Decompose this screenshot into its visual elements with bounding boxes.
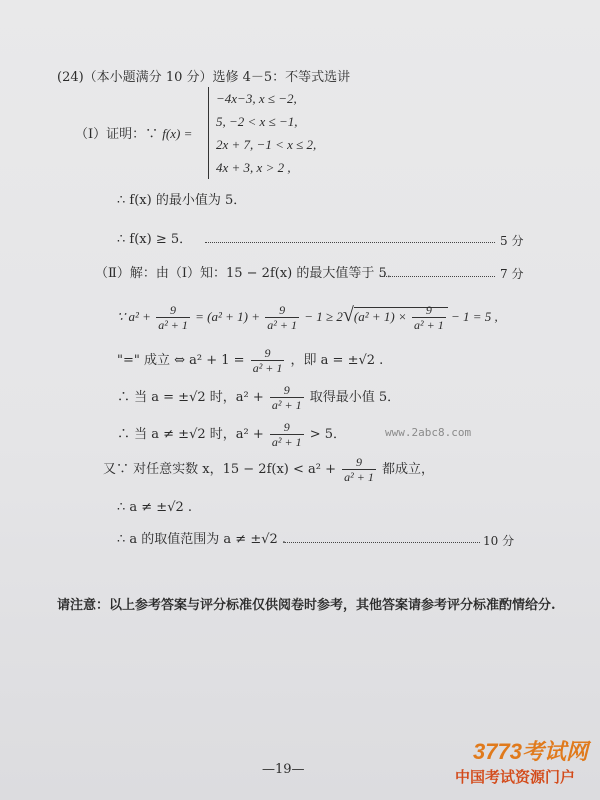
fraction: $\frac{9}{\text{a² + 1}}$ [252,345,283,375]
case-4: 4x + 3, x > 2 , [216,160,291,175]
am-gm-inequality: ∵ a² + $\frac{9}{\text{a² + 1}}$ = (a² + 1) + $\frac{9}{\text{a² + 1}}$ − 1 ≥ 2√(a² + 1) × $\frac{9}{\text{a² + 1}}$ − 1 = 5 , [117,303,498,333]
forall-line: 又∵ 对任意实数 x，15 − 2f(x) < a² + $\frac{9}{\text{a² + 1}}$ 都成立， [103,454,434,484]
part1-label: （Ⅰ）证明：∵ f(x) = [75,126,193,142]
sqrt-content: (a² + 1) × $\frac{9}{\text{a² + 1}}$ [354,307,448,324]
score-7: 7 分 [500,267,524,281]
dotted-leader [285,542,480,543]
case-2: 5, −2 < x ≤ −1, [216,114,298,129]
fraction: $\frac{9}{\text{a² + 1}}$ [271,419,302,449]
conclusion-2: ∴ a 的取值范围为 a ≠ ±√2 . [117,532,287,547]
fraction: $\frac{9}{\text{a² + 1}}$ [158,303,188,333]
min-value-line: ∴ f(x) 的最小值为 5． [117,193,247,208]
case-1: −4x−3, x ≤ −2, [216,91,297,106]
sqrt-sign: √ [342,304,354,326]
fraction: $\frac{9}{\text{a² + 1}}$ [344,454,374,484]
fraction: $\frac{9}{\text{a² + 1}}$ [414,303,444,333]
site-logo: 3773考试网 [473,739,588,764]
strict-inequality-line: ∴ 当 a ≠ ±√2 时，a² + $\frac{9}{\text{a² + 1}}$ > 5． [117,419,347,449]
conclusion-1: ∴ a ≠ ±√2 . [117,500,193,515]
question-header: (24)（本小题满分 10 分）选修 4－5：不等式选讲 [57,70,351,85]
fraction: $\frac{9}{\text{a² + 1}}$ [267,303,297,333]
part2-intro: （Ⅱ）解：由（Ⅰ）知：15 − 2f(x) 的最大值等于 5． [95,266,400,281]
site-logo-subtitle: 中国考试资源门户 [455,769,576,786]
score-10: 10 分 [483,534,515,548]
equality-condition: "=" 成立 ⇔ a² + 1 = $\frac{9}{\text{a² + 1}}$ ，即 a = ±√2 . [117,345,384,375]
case-3: 2x + 7, −1 < x ≤ 2, [216,137,317,152]
score-5: 5 分 [500,234,524,248]
fx-ge-5-line: ∴ f(x) ≥ 5． [117,232,193,247]
page-number: —19— [262,762,305,777]
grading-note: 请注意：以上参考答案与评分标准仅供阅卷时参考，其他答案请参考评分标准酌情给分. [57,598,556,613]
dotted-leader [380,276,495,277]
fx-label: f(x) = [162,126,193,141]
dotted-leader [205,242,495,243]
min-attained-line: ∴ 当 a = ±√2 时，a² + $\frac{9}{\text{a² + 1}}$ 取得最小值 5． [117,382,401,412]
fraction: $\frac{9}{\text{a² + 1}}$ [271,382,302,412]
piecewise-brace [208,87,209,179]
watermark-url: www.2abc8.com [385,426,472,439]
